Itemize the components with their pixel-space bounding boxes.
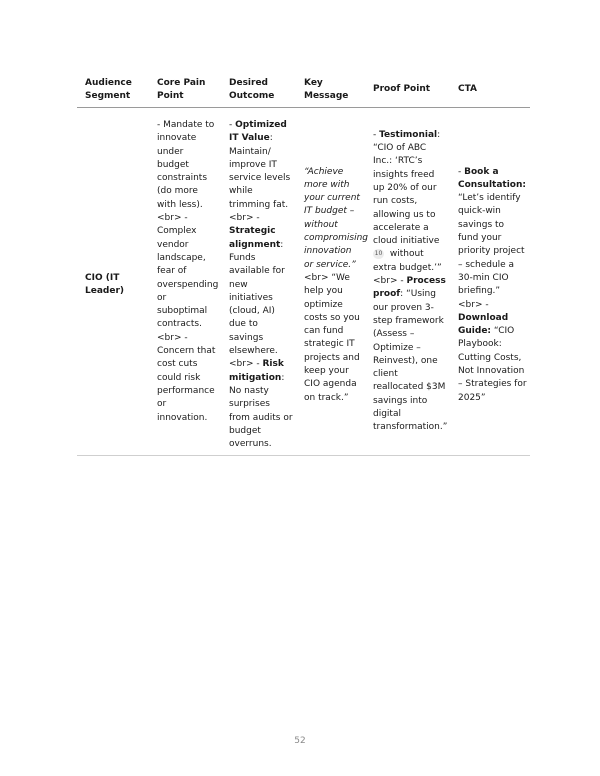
cell-segment: CIO (IT Leader) [77, 108, 149, 456]
cta-download-guide: Download Guide: [458, 312, 509, 337]
outcome-prefix: - [229, 120, 236, 130]
proof-prefix: - [373, 129, 380, 140]
table-header-row [77, 74, 530, 108]
cta-text-2: “CIO Playbook: Cutting Costs, Not Innovation – Strategies for 2025” [458, 326, 527, 403]
outcome-risk-mitigation: Risk mitigation [229, 359, 284, 383]
cta-prefix: - [458, 166, 465, 177]
table-row [77, 108, 530, 456]
outcome-strategic-alignment: Strategic alignment [229, 226, 281, 250]
outcome-optimized-it-value: Optimized IT Value [229, 120, 287, 144]
messaging-matrix-table [77, 74, 530, 456]
proof-testimonial-text-2: without extra budget.’” <br> - [373, 249, 442, 287]
cta-book-consultation: Book a Consultation: [458, 166, 526, 190]
cell-cta [450, 108, 530, 456]
key-message-rest: <br> “We help you optimize costs so you can fund strategic IT projects and keep your CIO agenda on track.” [304, 272, 360, 403]
header-core-pain-point: Core Pain Point [149, 74, 221, 108]
cta-text-1: “Let’s identify quick-win savings to fund your priority project – schedule a 30-min CIO briefing.” <br> - [458, 193, 525, 310]
header-proof-point: Proof Point [365, 74, 450, 108]
citation-badge[interactable]: 10 [374, 250, 383, 258]
outcome-text-1: : Maintain/ improve IT service levels while trimming fat. <br> - [229, 133, 291, 224]
outcome-text-2: : Funds available for new initiatives (cloud, AI) due to savings elsewhere. <br> - [229, 239, 285, 370]
header-cta: CTA [450, 74, 530, 108]
proof-process-label: Process proof [373, 276, 446, 300]
cell-proof-point [365, 108, 450, 456]
header-key-message: Key Message [296, 74, 365, 108]
cell-pain-point: - Mandate to innovate under budget constraints (do more with less). <br> - Complex vendor landscape, fear of overspending or suboptimal contracts. <br> - Concern that cost cuts could risk performance or innovation. [149, 108, 221, 456]
proof-testimonial-label: Testimonial [379, 129, 438, 140]
outcome-text-3: : No nasty surprises from audits or budget overruns. [229, 372, 293, 450]
header-desired-outcome: Desired Outcome [221, 74, 296, 108]
proof-process-text: : “Using our proven 3-step framework (Assess – Optimize – Reinvest), one client reallocated $3M savings into digital transformation.” [373, 289, 448, 433]
cell-key-message [296, 108, 369, 456]
page-number: 52 [294, 736, 306, 746]
key-message-italic: “Achieve more with your current IT budget – without compromising innovation or service.” [304, 166, 369, 270]
header-audience-segment: Audience Segment [77, 74, 149, 108]
cell-desired-outcome [221, 108, 296, 456]
proof-testimonial-text: : “CIO of ABC Inc.: ‘RTC’s insights freed up 20% of our run costs, allowing us to accelerate a cloud initiative [373, 129, 441, 247]
